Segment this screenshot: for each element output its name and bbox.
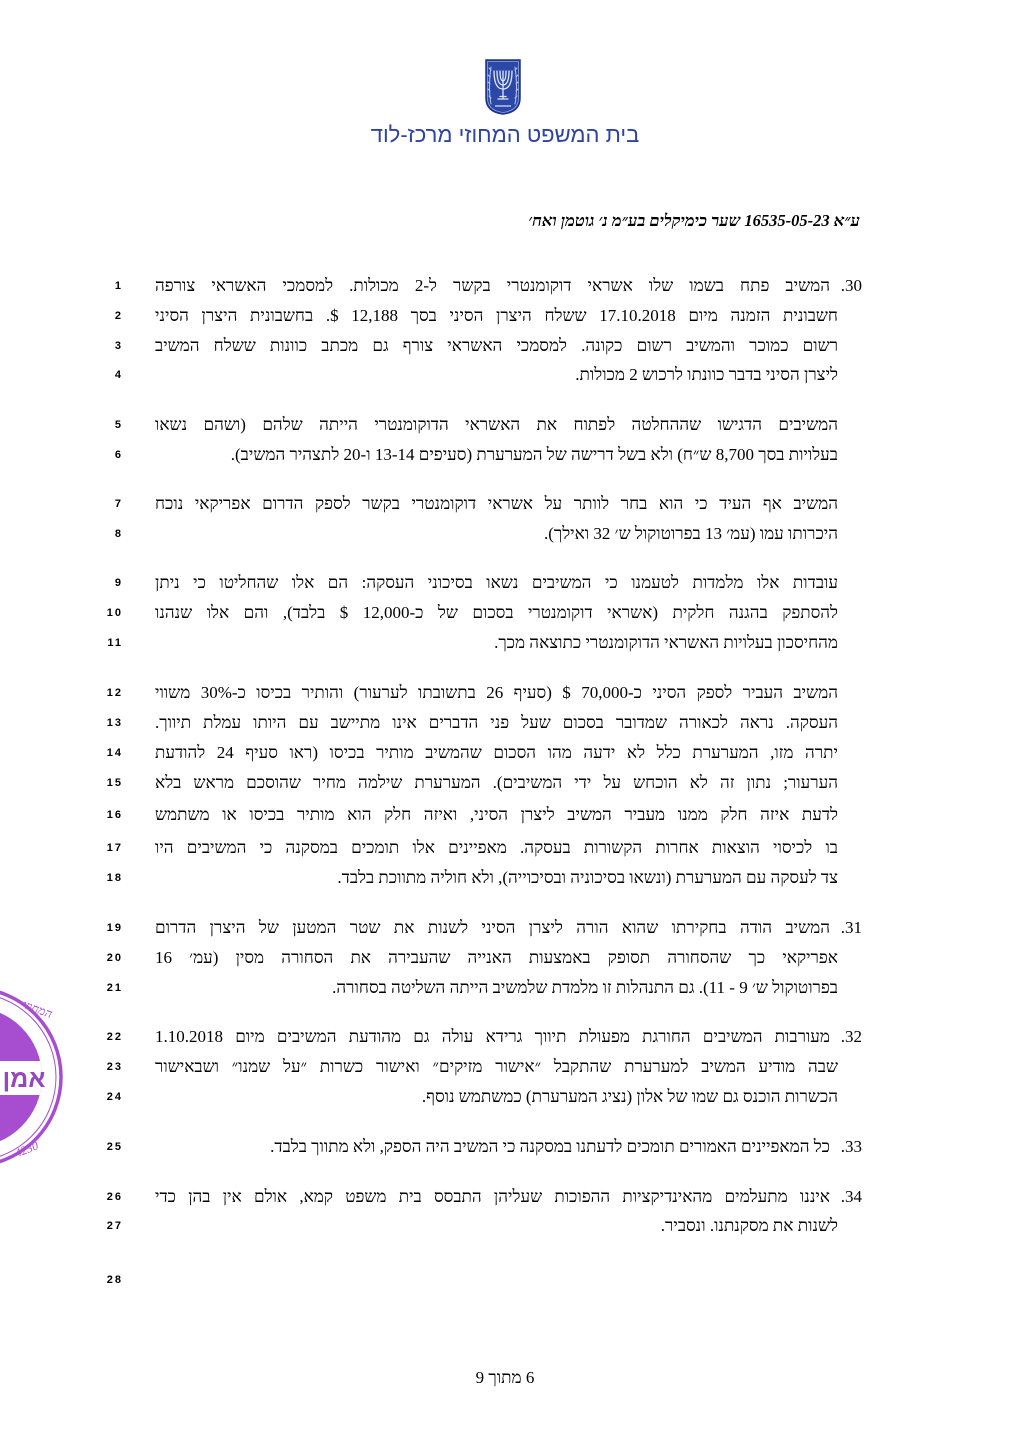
body-line: היכרותו עמו (עמ׳ 13 בפרוטוקול ש׳ 32 ואילך).	[543, 524, 838, 543]
line-number: 24	[106, 1091, 123, 1103]
stamp-bottom-text: 4230	[12, 1138, 41, 1161]
paragraph-number: 30.	[840, 276, 862, 295]
body-line: המשיב העביר לספק הסיני כ-70,000 $ (סעיף 26 בתשובתו לערעור) והותיר בכיסו כ-30% משווי	[155, 683, 838, 702]
court-stamp	[0, 985, 64, 1170]
page-number: 6 מתוך 9	[475, 1368, 535, 1387]
line-number: 16	[106, 809, 123, 821]
line-number: 1	[114, 280, 123, 292]
line-number: 20	[106, 952, 123, 964]
body-line: עובדות אלו מלמדות לטעמנו כי המשיבים נשאו בסיכוני העסקה: הם אלו שהחליטו כי ניתן	[155, 573, 838, 592]
line-number: 18	[106, 872, 123, 884]
line-number: 6	[114, 449, 123, 461]
state-emblem-icon	[484, 58, 522, 116]
line-number: 10	[106, 607, 123, 619]
body-line: לדעת איזה חלק ממנו מעביר המשיב ליצרן הסיני, ואיזה חלק הוא מותיר בכיסו או משתמש	[155, 805, 838, 824]
line-number: 27	[106, 1220, 123, 1232]
stamp-top-text: המחוזי	[20, 997, 55, 1022]
line-number: 12	[106, 687, 123, 699]
body-line: בו לכיסוי הוצאות אחרות הקשורות בעסקה. מאפיינים אלו תומכים במסקנה כי המשיבים היו	[155, 838, 838, 857]
line-number: 7	[114, 498, 123, 510]
body-line: יתרה מזו, המערערת כלל לא ידעה מהו הסכום שהמשיב מותיר בכיסו (ראו סעיף 24 להודעת	[155, 743, 838, 762]
line-number: 21	[106, 982, 123, 994]
body-line: צד לעסקה עם המערערת (ונשאו בסיכוניה ובסיכוייה), ולא חוליה מתווכת בלבד.	[337, 868, 838, 887]
body-line: שבה מודיע המשיב למערערת שהתקבל ״אישור מזיקים״ ואישור כשרות ״על שמנו״ ושבאישור	[155, 1057, 838, 1076]
line-number: 19	[106, 922, 123, 934]
line-number: 13	[106, 717, 123, 729]
body-line: להסתפק בהגנה חלקית (אשראי דוקומנטרי בסכום של כ-12,000 $ בלבד), והם אלו שנהנו	[155, 603, 839, 622]
body-line: ליצרן הסיני בדבר כוונתו לרכוש 2 מכולות.	[575, 365, 838, 384]
body-line: אפריקאי כך שהסחורה תסופק באמצעות האנייה שהעבירה את הסחורה מסין (עמ׳ 16	[155, 948, 838, 967]
line-number: 4	[114, 369, 123, 381]
body-line: מהחיסכון בעלויות האשראי הדוקומנטרי כתוצאה מכך.	[494, 633, 838, 652]
body-line: המשיב אף העיד כי הוא בחר לוותר על אשראי דוקומנטרי בקשר לספק הדרום אפריקאי נוכח	[155, 494, 838, 513]
line-number: 8	[114, 528, 123, 540]
body-line: המשיב פתח בשמו שלו אשראי דוקומנטרי בקשר ל-2 מכולות. למסמכי האשראי צורפה	[155, 276, 830, 295]
body-line: הערעור; נתון זה לא הוכחש על ידי המשיבים). המערערת שילמה מחיר שהוסכם מראש בלא	[155, 773, 838, 792]
body-line: המשיב הודה בחקירתו שהוא הורה ליצרן הסיני לשנות את שטר המטען של היצרן הדרום	[155, 918, 830, 937]
body-line: הכשרות הוכנס גם שמו של אלון (נציג המערערת) כמשתמש נוסף.	[421, 1087, 838, 1106]
body-line: מעורבות המשיבים החורגת מפעולת תיווך גרידא עולה גם מהודעת המשיבים מיום 1.10.2018	[155, 1027, 830, 1046]
body-line: איננו מתעלמים מהאינדיקציות ההפוכות שעליהן התבסס בית משפט קמא, אולם אין בהן כדי	[155, 1187, 830, 1206]
line-number: 3	[114, 340, 123, 352]
body-line: לשנות את מסקנתנו. ונסביר.	[660, 1216, 838, 1235]
paragraph-number: 34.	[840, 1187, 862, 1206]
line-number: 28	[106, 1274, 123, 1286]
line-number: 11	[107, 637, 123, 649]
line-number: 5	[114, 419, 123, 431]
line-number: 23	[106, 1061, 123, 1073]
line-number: 2	[114, 310, 123, 322]
body-line: בפרוטוקול ש׳ 9 - 11). גם התנהלות זו מלמדת שלמשיב הייתה השליטה בסחורה.	[332, 978, 838, 997]
line-number: 14	[106, 747, 123, 759]
body-line: העסקה. נראה לכאורה שמדובר בסכום שעל פני הדברים אינו מתיישב עם היותו עמלת תיווך.	[155, 713, 838, 732]
body-line: חשבונית הזמנה מיום 17.10.2018 ששלח היצרן הסיני בסך 12,188 $. בחשבונית היצרן הסיני	[155, 306, 838, 325]
line-number: 17	[106, 842, 123, 854]
body-line: כל המאפיינים האמורים תומכים לדעתנו במסקנה כי המשיב היה הספק, ולא מתווך בלבד.	[270, 1137, 830, 1156]
line-number: 25	[106, 1141, 123, 1153]
body-line: המשיבים הדגישו שההחלטה לפתוח את האשראי הדוקומנטרי הייתה שלהם (ושהם נשאו	[155, 415, 838, 434]
line-number: 9	[114, 577, 123, 589]
case-title: ע״א 16535-05-23 שער כימיקלים בע״מ נ׳ גוטמן ואח׳	[528, 211, 860, 230]
paragraph-number: 32.	[840, 1027, 862, 1046]
paragraph-number: 33.	[840, 1137, 862, 1156]
stamp-band-text: אמן	[2, 1065, 46, 1093]
line-number: 22	[106, 1031, 123, 1043]
body-line: בעלויות בסך 8,700 ש״ח) ולא בשל דרישה של המערערת (סעיפים 13-14 ו-20 לתצהיר המשיב).	[230, 445, 838, 464]
body-line: רשום כמוכר והמשיב רשום כקונה. למסמכי האשראי צורף גם מכתב כוונות ששלח המשיב	[155, 336, 838, 355]
paragraph-number: 31.	[840, 918, 862, 937]
line-number: 26	[106, 1191, 123, 1203]
line-number: 15	[106, 777, 123, 789]
court-name: בית המשפט המחוזי מרכז-לוד	[370, 122, 640, 147]
